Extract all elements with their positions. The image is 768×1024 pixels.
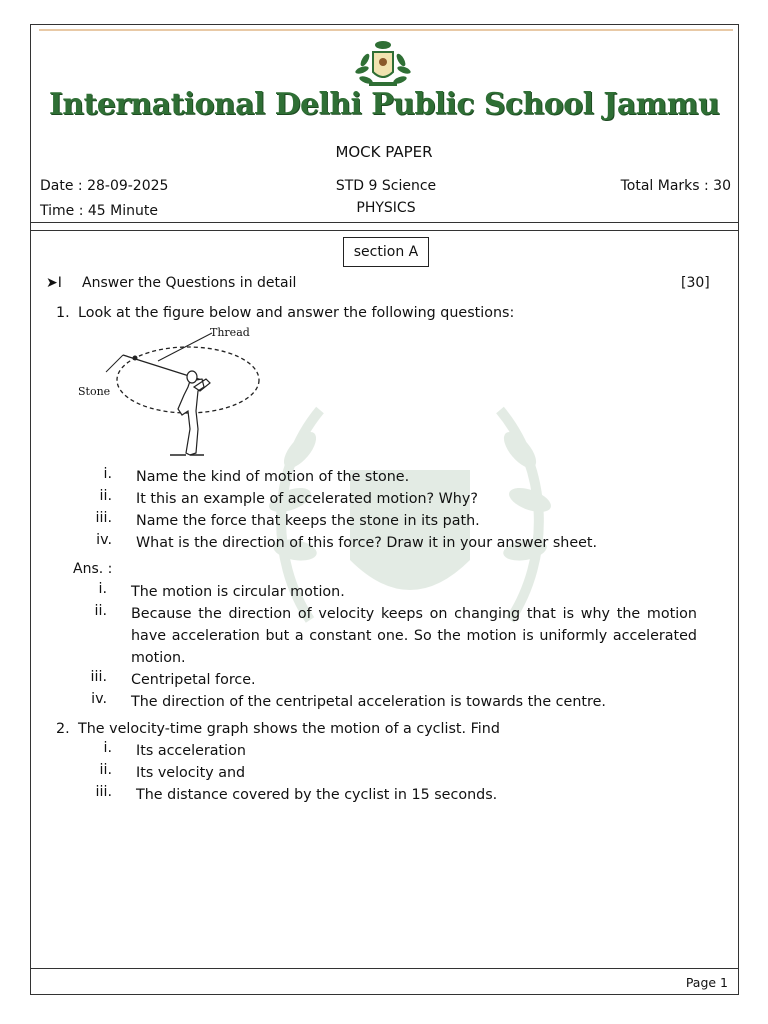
section-instruction: Answer the Questions in detail — [82, 275, 297, 291]
footer-divider — [30, 968, 739, 969]
answer-num: iii. — [90, 669, 107, 685]
q1-part-num: iv. — [96, 532, 112, 548]
exam-time: Time : 45 Minute — [40, 203, 158, 219]
q1-text: Look at the figure below and answer the following questions: — [78, 305, 515, 321]
q2-part-text: Its velocity and — [136, 765, 246, 781]
answer-num: iv. — [91, 691, 107, 707]
q2-part-text: Its acceleration — [136, 743, 246, 759]
answer-num: i. — [98, 581, 107, 597]
q2-text: The velocity-time graph shows the motion of a cyclist. Find — [78, 721, 500, 737]
section-marks: [30] — [681, 275, 710, 291]
q2-part-num: ii. — [99, 762, 112, 778]
q1-part-text: What is the direction of this force? Draw it in your answer sheet. — [136, 535, 598, 551]
stone — [133, 356, 138, 361]
person-figure — [178, 379, 210, 455]
q2-part-num: i. — [103, 740, 112, 756]
page-number: Page 1 — [685, 975, 728, 990]
q2-part-text: The distance covered by the cyclist in 15 seconds. — [136, 787, 498, 803]
exam-date: Date : 28-09-2025 — [40, 178, 169, 194]
subject-label: PHYSICS — [356, 200, 416, 216]
q1-part-num: iii. — [95, 510, 112, 526]
q1-part-num: i. — [103, 466, 112, 482]
answer-label: Ans. : — [73, 561, 113, 577]
answer-num: ii. — [94, 603, 107, 619]
q1-part-text: Name the force that keeps the stone in its path. — [136, 513, 480, 529]
answer-text: The direction of the centripetal acceleration is towards the centre. — [131, 694, 606, 710]
school-logo-icon — [355, 38, 411, 90]
circular-motion-figure — [78, 325, 268, 460]
q1-part-text: It this an example of accelerated motion? Why? — [136, 491, 478, 507]
q1-number: 1. — [56, 305, 70, 321]
instruction-marker: ➤I — [46, 275, 62, 291]
thread-label: Thread — [210, 326, 250, 339]
answer-text: Centripetal force. — [131, 672, 256, 688]
total-marks: Total Marks : 30 — [620, 178, 731, 194]
stone-label: Stone — [78, 385, 111, 398]
paper-title: MOCK PAPER — [335, 143, 433, 161]
header-divider — [30, 222, 739, 223]
q1-part-text: Name the kind of motion of the stone. — [136, 469, 410, 485]
q2-part-num: iii. — [95, 784, 112, 800]
class-label: STD 9 Science — [335, 178, 437, 194]
answer-text: The motion is circular motion. — [131, 584, 345, 600]
answer-text: Because the direction of velocity keeps on changing that is why the motion have acceleration but a constant one. So the motion is uniformly accelerated motion. — [131, 606, 697, 666]
q2-number: 2. — [56, 721, 70, 737]
q1-part-num: ii. — [99, 488, 112, 504]
header-divider-double — [30, 230, 739, 231]
school-name: International Delhi Public School Jammu — [48, 87, 720, 122]
section-label: section A — [343, 237, 429, 267]
header-top-rule — [39, 29, 733, 31]
